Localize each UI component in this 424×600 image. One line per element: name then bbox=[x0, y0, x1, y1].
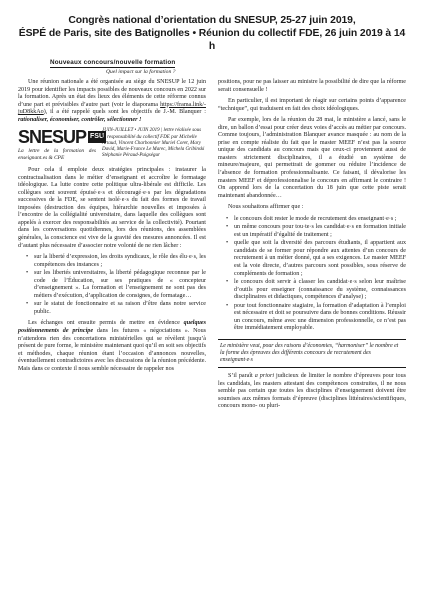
section-heading bbox=[18, 59, 406, 75]
freedoms-list bbox=[18, 254, 206, 316]
left-column bbox=[18, 79, 206, 415]
paragraph-example: Par exemple, lors de la réunion du 28 mai, le ministère a lancé, sans le dire, un ballon d’essai pour créer deux voies d’accès au métier par concours. Comme toujours, l’administration Blanquer avance masquée : au nom de la prise en compte réaliste du fait que le master MEEF n’est pas la source unique des candidats au concours mais que ceux-ci proviennent aussi de masters strictement disciplinaires, il a étudié un système de mineure/majeure, qui permettrait de gommer ou réduire l’incidence de l’absence de formation professionnalisante. Ce faisant, il dévalorise les masters MEEF et déprofessionnalise le concours en affirmant le contraire ! On apprend lors de la concertation du 18 juin que cette piste serait maintenant abandonnée… bbox=[218, 117, 406, 199]
pull-quote: Le ministère veut, pour des raisons d’économies, “harmoniser” le nombre et la forme des épreuves des différents concours de recrutement des enseignant·e·s bbox=[218, 339, 406, 368]
list-item: • sur la liberté d’expression, les droits syndicaux, le rôle des élu·e·s, les compétences des instances ; bbox=[28, 254, 206, 269]
section-subtitle: Quel impact sur la formation ? bbox=[106, 69, 176, 75]
list-item: • sur le statut de fonctionnaire et sa raison d’être dans notre service public. bbox=[28, 301, 206, 316]
paragraph-continued: positions, pour ne pas laisser au ministre la possibilité de dire que la réforme serait consensuelle ! bbox=[218, 79, 406, 93]
header-line-2: ÉSPÉ de Paris, site des Batignolles • Réunion du collectif FDE, 26 juin 2019 à 14 h bbox=[18, 28, 406, 52]
paragraph-epreuves: S’il paraît a priori judicieux de limiter le nombre d’épreuves pour tous les candidats, les masters attestant des compétences construites, il ne nous semble pas certain que toutes les disciplines d’enseignement doivent être soumises aux mêmes formats d’épreuve (disciplines littéraires/scientifiques, concours mono- ou pluri- bbox=[218, 372, 406, 410]
list-item: • quelle que soit la diversité des parcours étudiants, il appartient aux candidats de se former pour répondre aux attentes d’un concours de recrutement à un métier donné, qui a ses exigences. Le master MEEF est la voie directe, d’autres parcours sont possibles, sous réserve de compléments de formation ; bbox=[228, 240, 406, 278]
diaporama-link[interactable]: https://frama.link/-juD8kkAo bbox=[18, 101, 206, 116]
header-line-1: Congrès national d’orientation du SNESUP, 25-27 juin 2019, bbox=[68, 15, 356, 26]
paragraph-strategies: Pour cela il emploie deux stratégies principales : instaurer la contractualisation dans le métier d’enseignant et accroître le formatage idéologique. La lutte contre cette politique ultra-libérale est difficile. Les collègues sont souvent épuisé·e·s et découragé·e·s par les dégradations successives de la FDE, se sentent isolé·e·s du fait des formes de travail imposées (destruction des équipes, hiérarchie nouvelles et imposées à l’encontre de la collégialité universitaire, dans laquelle des collègues sont appelés à exercer des responsabilités au service de la collectivité). Pourtant dans les conversations quotidiennes, lors des réunions, des assemblées générales, la conscience est vive de la gravité des mesures annoncées. Il est d’autant plus nécessaire d’associer notre volonté de ne rien lâcher : bbox=[18, 167, 206, 249]
article-columns bbox=[18, 79, 406, 415]
paragraph-positions: Les échanges ont ensuite permis de mettre en évidence quelques positionnements de principe dans les futures « négociations ». Nous n’attendons rien des concertations ministérielles qui se révèlent jusqu’à présent de pure forme, le ministère maintenant quoi qu’il en soit ses objectifs et méthodes, chaque réunion étant l’occasion d’annonces nouvelles, éventuellement contradictoires avec les discussions de la réunion précédente. Mais dans ce contexte il nous semble nécessaire de rappeler nos bbox=[18, 320, 207, 372]
editorial-credit: JUIN-JUILLET • JUIN 2019 | lettre réalisée sous la responsabilité du collectif FDE par Michelle Artaud, Vincent Charbonnier Muriel Coret, Mary David, Marie-France Le Marec, Michela Gribinski Stéphanie Péraud-Puigségur bbox=[102, 128, 205, 159]
affirmations-list bbox=[218, 216, 406, 333]
document-header bbox=[18, 14, 406, 53]
logo-tagline: La lettre de la formation des enseignant.es & CPE bbox=[18, 148, 96, 161]
paragraph-affirm: Nous souhaitons affirmer que : bbox=[228, 204, 304, 211]
paragraph-intro: Une réunion nationale a été organisée au siège du SNESUP le 12 juin 2019 pour identifier les impacts possibles de nouveaux concours en 2022 sur la formation. Après un état des lieux des éléments de cette réforme connus d’une part et prévisibles d’autre part (voir le diaporama https://frama.link/-juD8kkAo), il a été rappelé quels sont les objectifs de J.-M. Blanquer : rationaliser, économiser, contrôler, sélectionner ! bbox=[18, 79, 206, 123]
list-item: • le concours doit rester le mode de recrutement des enseignant·e·s ; bbox=[228, 216, 406, 224]
newsletter-banner bbox=[18, 128, 206, 161]
snesup-logo: SNESUP FSU La lettre de la formation des enseignant.es & CPE bbox=[18, 127, 105, 161]
list-item: • sur les libertés universitaires, la liberté pédagogique reconnue par le code de l’Éducation, sur ses pratiques de « concepteur d’enseignement ». La formation et l’enseignement ne sont pas des métiers d’exécution, d’application de consignes, de formatage… bbox=[28, 270, 206, 300]
fsu-badge: FSU bbox=[88, 131, 106, 143]
list-item: • pour tout fonctionnaire stagiaire, la formation d’adaptation à l’emploi est nécessaire et doit se poursuivre dans de bonnes conditions. Réussir un concours, même avec une dimension professionnelle, ce n’est pas être immédiatement employable. bbox=[228, 303, 406, 333]
section-title: Nouveaux concours/nouvelle formation bbox=[50, 59, 176, 66]
list-item: • un même concours pour tou·te·s les candidat·e·s en formation initiale est un impératif d’égalité de traitement ; bbox=[228, 224, 406, 239]
right-column bbox=[218, 79, 406, 415]
paragraph-technical: En particulier, il est important de réagir sur certains points d’apparence “technique”, qui traduisent en fait des choix idéologiques. bbox=[218, 98, 406, 112]
list-item: • le concours doit servir à classer les candidat·e·s selon leur maîtrise d’outils pour enseigner (connaissance du système, connaissances disciplinaires et didactiques, compétences d’analyse) ; bbox=[228, 279, 406, 302]
